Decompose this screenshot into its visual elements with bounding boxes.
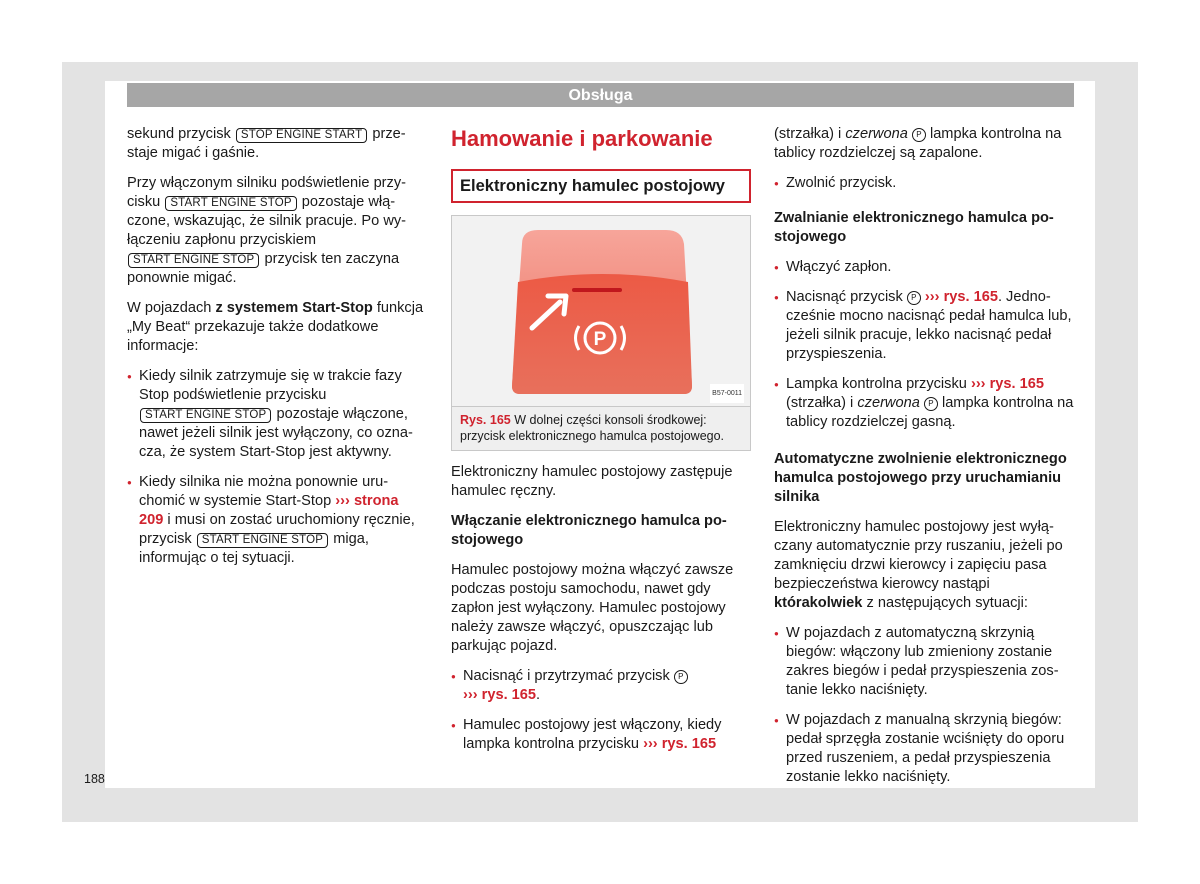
heading: Zwalnianie elektronicznego hamulca postojowego xyxy=(774,210,1054,245)
list-item: ● Kiedy silnika nie można ponownie uruchomić w systemie Start-Stop ››› strona 209 i musi on zostać uruchomiony ręcznie, przycisk START ENGINE STOP miga, informując o tej sytuacji. xyxy=(127,473,425,568)
list-item: ● Zwolnić przycisk. xyxy=(774,174,1074,193)
list-item: ● Lampka kontrolna przycisku ››› rys. 165 (strzałka) i czerwona P lampka kontrolna na tablicy rozdzielczej gasną. xyxy=(774,375,1074,432)
paragraph: Przy włączonym silniku podświetlenie przycisku START ENGINE STOP pozostaje włączone, wskazując, że silnik pracuje. Po wyłączeniu zapłonu przyciskiem START ENGINE STOP przycisk ten zaczyna ponownie migać. xyxy=(127,175,407,286)
figure-code: B57-0011 xyxy=(710,384,744,403)
paragraph: Elektroniczny hamulec postojowy jest wyłączany automatycznie przy ruszaniu, jeżeli po zamknięciu drzwi kierowcy i zapięciu pasa bezpieczeństwa kierowcy nastąpi którakolwiek z następujących sytuacji: xyxy=(774,519,1063,611)
stop-engine-start-key: STOP ENGINE START xyxy=(236,128,367,143)
paragraph: sekund przycisk STOP ENGINE START przestaje migać i gaśnie. xyxy=(127,126,406,161)
list-item: ● Włączyć zapłon. xyxy=(774,258,1074,277)
paragraph: (strzałka) i czerwona P lampka kontrolna na tablicy rozdzielczej są zapalone. xyxy=(774,126,1062,161)
list-item: ● Nacisnąć i przytrzymać przycisk P ››› rys. 165. xyxy=(451,667,751,705)
column-2 xyxy=(451,125,751,765)
figure-reference-link[interactable]: ››› rys. 165 xyxy=(924,289,998,305)
paragraph: Hamulec postojowy można włączyć zawsze podczas postoju samochodu, nawet gdy zapłon jest wyłączony. Hamulec postojowy należy zawsze włączyć, opuszczając lub parkując pojazd. xyxy=(451,562,734,654)
figure-caption: Rys. 165 W dolnej części konsoli środkowej: przycisk elektronicznego hamulca postojowego. xyxy=(452,407,750,450)
start-engine-stop-key: START ENGINE STOP xyxy=(197,533,328,548)
parking-brake-icon: P xyxy=(912,128,926,142)
list-item: ● Hamulec postojowy jest włączony, kiedy lampka kontrolna przycisku ››› rys. 165 xyxy=(451,716,751,754)
page-header: Obsługa xyxy=(127,83,1074,107)
section-title: Hamowanie i parkowanie xyxy=(451,126,713,151)
svg-text:P: P xyxy=(593,329,607,350)
start-engine-stop-key: START ENGINE STOP xyxy=(165,196,296,211)
figure xyxy=(451,215,751,451)
list-item: ● Kiedy silnik zatrzymuje się w trakcie fazy Stop podświetlenie przycisku START ENGINE STOP pozostaje włączone, nawet jeżeli silnik jest wyłączony, co oznacza, że system Start-Stop jest aktywny. xyxy=(127,367,425,462)
indicator-lamp xyxy=(572,288,622,292)
figure-reference-link[interactable]: ››› rys. 165 xyxy=(643,736,717,752)
figure-reference-link[interactable]: ››› rys. 165 xyxy=(463,687,537,703)
parking-brake-illustration xyxy=(452,216,750,406)
parking-brake-icon: P xyxy=(907,291,921,305)
column-3 xyxy=(774,125,1074,798)
list-item: ● W pojazdach z manualną skrzynią biegów: pedał sprzęgła zostanie wciśnięty do oporu przed ruszeniem, a pedał przyspieszenia zostanie lekko naciśnięty. xyxy=(774,711,1074,787)
parking-brake-button-image xyxy=(452,216,750,407)
start-engine-stop-key: START ENGINE STOP xyxy=(128,253,259,268)
subsection-title: Elektroniczny hamulec postojowy xyxy=(451,169,751,203)
parking-brake-icon: P xyxy=(674,670,688,684)
column-1 xyxy=(127,125,425,579)
paragraph: Elektroniczny hamulec postojowy zastępuje hamulec ręczny. xyxy=(451,464,733,499)
list-item: ● W pojazdach z automatyczną skrzynią biegów: włączony lub zmieniony zostanie zakres biegów i pedał przyspieszenia zostanie lekko naciśnięty. xyxy=(774,624,1074,700)
parking-brake-icon: P xyxy=(924,397,938,411)
list-item: ● Nacisnąć przycisk P ››› rys. 165. Jednocześnie mocno nacisnąć pedał hamulca lub, jeżeli silnik pracuje, lekko nacisnąć pedał przyspieszenia. xyxy=(774,288,1074,364)
paragraph: W pojazdach z systemem Start-Stop funkcja „My Beat“ przekazuje także dodatkowe informacje: xyxy=(127,300,424,354)
heading: Automatyczne zwolnienie elektronicznego hamulca postojowego przy uruchamianiu silnika xyxy=(774,451,1067,505)
heading: Włączanie elektronicznego hamulca postojowego xyxy=(451,513,727,548)
start-engine-stop-key: START ENGINE STOP xyxy=(140,408,271,423)
page-number: 188 xyxy=(84,772,105,786)
figure-reference-link[interactable]: ››› rys. 165 xyxy=(970,376,1044,392)
page-reference-link[interactable]: ››› strona 209 xyxy=(139,493,399,528)
